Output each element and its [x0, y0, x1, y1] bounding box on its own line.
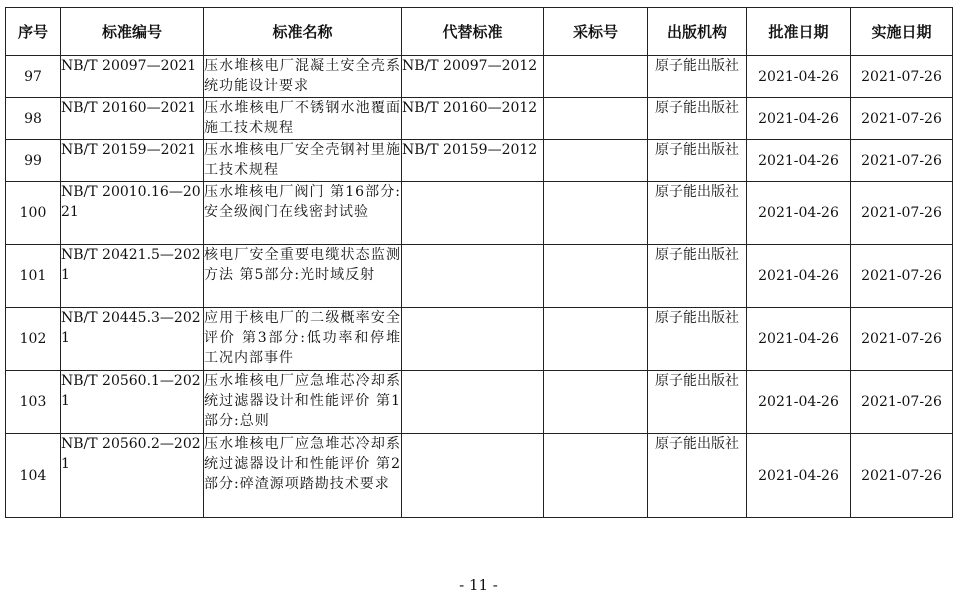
- cell-no: 100: [6, 182, 61, 245]
- table-row: [6, 434, 953, 518]
- cell-adopted: [544, 308, 648, 371]
- cell-replaced: [402, 182, 544, 245]
- cell-approve-date: 2021-04-26: [747, 245, 851, 308]
- header-no: 序号: [6, 8, 61, 56]
- cell-no: 103: [6, 371, 61, 434]
- cell-replaced: [402, 371, 544, 434]
- cell-approve-date: 2021-04-26: [747, 56, 851, 98]
- header-name: 标准名称: [204, 8, 402, 56]
- cell-name: 压水堆核电厂不锈钢水池覆面施工技术规程: [204, 98, 402, 140]
- cell-adopted: [544, 182, 648, 245]
- header-row: [6, 8, 953, 56]
- table-row: [6, 56, 953, 98]
- cell-name: 应用于核电厂的二级概率安全评价 第3部分:低功率和停堆工况内部事件: [204, 308, 402, 371]
- table-row: [6, 98, 953, 140]
- cell-publisher: 原子能出版社: [648, 434, 747, 518]
- cell-code: NB/T 20560.2—2021: [61, 434, 204, 518]
- cell-no: 101: [6, 245, 61, 308]
- cell-no: 97: [6, 56, 61, 98]
- cell-implement-date: 2021-07-26: [851, 245, 953, 308]
- header-implement-date: 实施日期: [851, 8, 953, 56]
- cell-adopted: [544, 56, 648, 98]
- cell-implement-date: 2021-07-26: [851, 308, 953, 371]
- cell-adopted: [544, 140, 648, 182]
- cell-code: NB/T 20097—2021: [61, 56, 204, 98]
- cell-replaced: NB/T 20160—2012: [402, 98, 544, 140]
- header-approve-date: 批准日期: [747, 8, 851, 56]
- cell-implement-date: 2021-07-26: [851, 371, 953, 434]
- table-row: [6, 245, 953, 308]
- cell-code: NB/T 20159—2021: [61, 140, 204, 182]
- cell-code: NB/T 20445.3—2021: [61, 308, 204, 371]
- cell-approve-date: 2021-04-26: [747, 371, 851, 434]
- cell-publisher: 原子能出版社: [648, 308, 747, 371]
- cell-name: 核电厂安全重要电缆状态监测方法 第5部分:光时域反射: [204, 245, 402, 308]
- cell-approve-date: 2021-04-26: [747, 98, 851, 140]
- cell-name: 压水堆核电厂安全壳钢衬里施工技术规程: [204, 140, 402, 182]
- cell-publisher: 原子能出版社: [648, 182, 747, 245]
- cell-replaced: [402, 308, 544, 371]
- cell-implement-date: 2021-07-26: [851, 182, 953, 245]
- cell-adopted: [544, 434, 648, 518]
- header-code: 标准编号: [61, 8, 204, 56]
- cell-publisher: 原子能出版社: [648, 140, 747, 182]
- header-adopted: 采标号: [544, 8, 648, 56]
- cell-implement-date: 2021-07-26: [851, 56, 953, 98]
- cell-no: 99: [6, 140, 61, 182]
- cell-replaced: NB/T 20097—2012: [402, 56, 544, 98]
- cell-no: 104: [6, 434, 61, 518]
- cell-approve-date: 2021-04-26: [747, 182, 851, 245]
- cell-publisher: 原子能出版社: [648, 371, 747, 434]
- table-row: [6, 182, 953, 245]
- page-number: - 11 -: [459, 576, 498, 594]
- cell-no: 98: [6, 98, 61, 140]
- cell-no: 102: [6, 308, 61, 371]
- cell-publisher: 原子能出版社: [648, 56, 747, 98]
- cell-name: 压水堆核电厂应急堆芯冷却系统过滤器设计和性能评价 第2部分:碎渣源项踏勘技术要求: [204, 434, 402, 518]
- cell-code: NB/T 20160—2021: [61, 98, 204, 140]
- header-replaced: 代替标准: [402, 8, 544, 56]
- cell-adopted: [544, 245, 648, 308]
- header-publisher: 出版机构: [648, 8, 747, 56]
- table-row: [6, 308, 953, 371]
- cell-adopted: [544, 98, 648, 140]
- cell-implement-date: 2021-07-26: [851, 434, 953, 518]
- cell-replaced: NB/T 20159—2012: [402, 140, 544, 182]
- table-row: [6, 371, 953, 434]
- cell-name: 压水堆核电厂应急堆芯冷却系统过滤器设计和性能评价 第1部分:总则: [204, 371, 402, 434]
- cell-name: 压水堆核电厂阀门 第16部分:安全级阀门在线密封试验: [204, 182, 402, 245]
- cell-replaced: [402, 245, 544, 308]
- table-row: [6, 140, 953, 182]
- cell-code: NB/T 20560.1—2021: [61, 371, 204, 434]
- cell-replaced: [402, 434, 544, 518]
- cell-implement-date: 2021-07-26: [851, 140, 953, 182]
- cell-adopted: [544, 371, 648, 434]
- cell-approve-date: 2021-04-26: [747, 434, 851, 518]
- cell-code: NB/T 20010.16—2021: [61, 182, 204, 245]
- cell-publisher: 原子能出版社: [648, 245, 747, 308]
- standards-table: [5, 7, 953, 518]
- cell-publisher: 原子能出版社: [648, 98, 747, 140]
- cell-approve-date: 2021-04-26: [747, 308, 851, 371]
- cell-implement-date: 2021-07-26: [851, 98, 953, 140]
- cell-code: NB/T 20421.5—2021: [61, 245, 204, 308]
- cell-approve-date: 2021-04-26: [747, 140, 851, 182]
- cell-name: 压水堆核电厂混凝土安全壳系统功能设计要求: [204, 56, 402, 98]
